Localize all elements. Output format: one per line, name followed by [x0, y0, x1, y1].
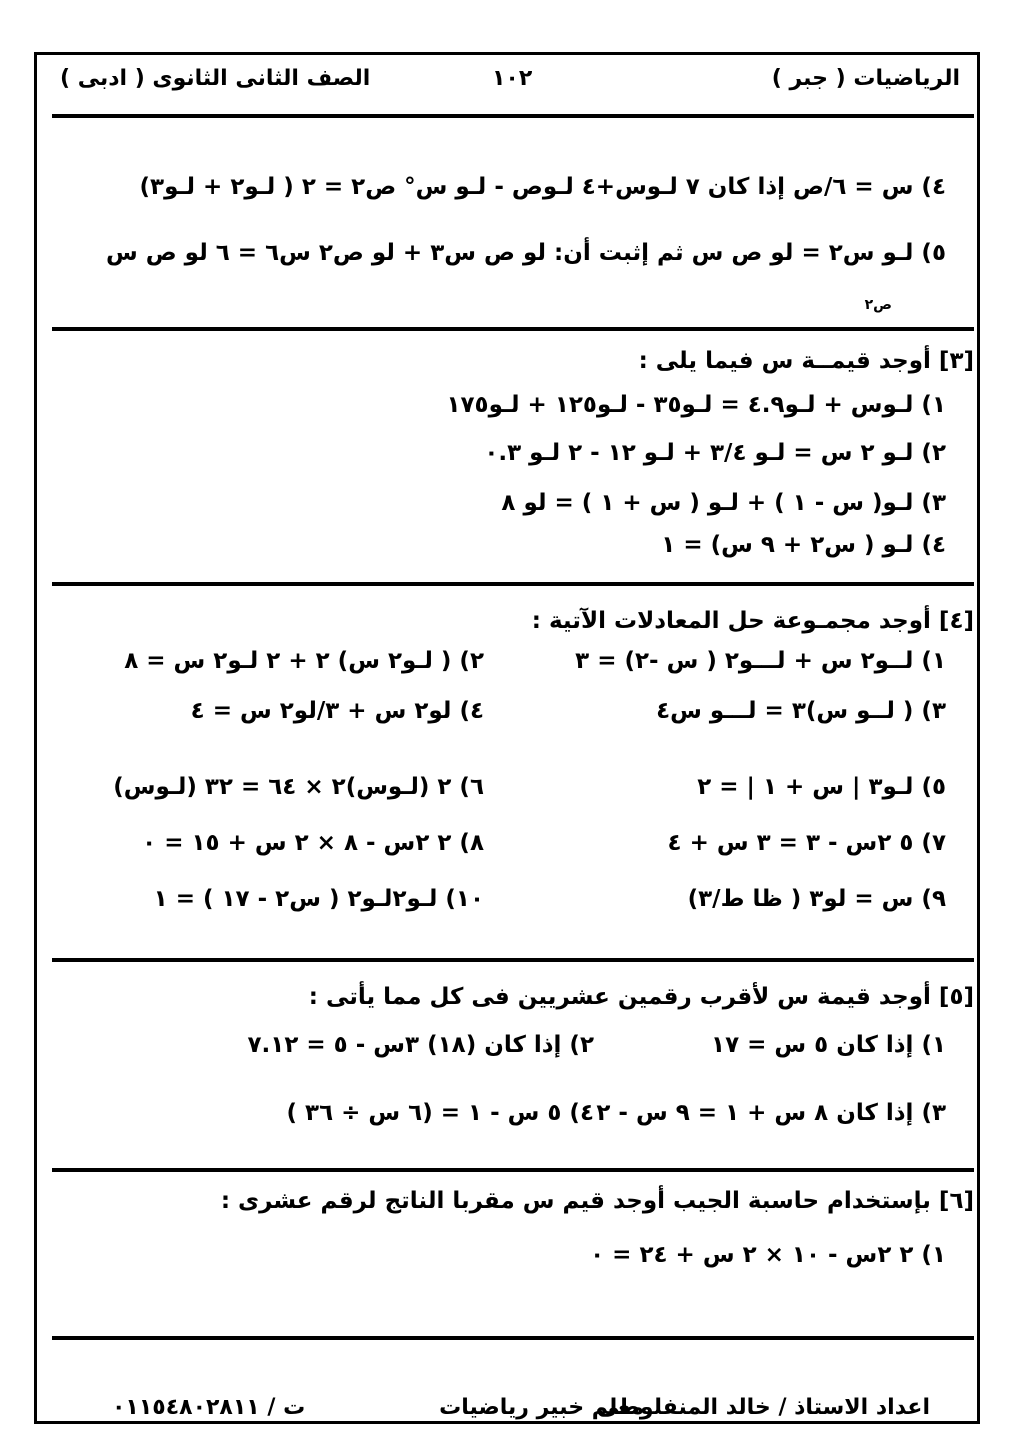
section-3-item-3: ٣) لـو( س - ١ ) + لـو ( س + ١ ) = لو ٨ [501, 490, 946, 516]
section-5-item-4: ٤) ٥ س - ١ = (٦ س ÷ ٣٦ ) [286, 1100, 594, 1126]
section-3-item-4: ٤) لـو ( س٢ + ٩ س) = ١ [661, 532, 946, 558]
problem-4: ٤) س = ٦/ص إذا كان ٧ لـوس+٤ لـوص - لـو س° ص٢ = ٢ ( لـو٢ + لـو٣) [139, 174, 946, 200]
problem-5-subscript: ص٢ [864, 297, 892, 313]
section-4-item-4: ٤) لو٢ س + ٣/لو٢ س = ٤ [190, 698, 484, 724]
section-5-item-3: ٣) إذا كان ٨ س + ١ = ٩ س - ٢ [596, 1100, 946, 1126]
section-6-title: [٦] بإستخدام حاسبة الجيب أوجد قيم س مقربا الناتج لرقم عشرى : [220, 1188, 974, 1214]
section-4-item-3: ٣) ( لــو س)٣ = لـــو س٤ [656, 698, 946, 724]
author-role: معلم خبير رياضيات [439, 1395, 644, 1420]
section-6-item-1: ١) ٢ ٢س - ١٠ × ٢ س + ٢٤ = ٠ [590, 1242, 946, 1268]
divider [52, 1336, 974, 1340]
section-4-title: [٤] أوجد مجمـوعة حل المعادلات الآتية : [531, 608, 974, 634]
section-4-item-10: ١٠) لـو٢لـو٢ ( س٢ - ١٧ ) = ١ [153, 886, 484, 912]
grade-title: الصف الثانى الثانوى ( ادبى ) [60, 66, 371, 91]
section-4-item-8: ٨) ٢ ٢س - ٨ × ٢ س + ١٥ = ٠ [142, 830, 484, 856]
section-4-item-7: ٧) ٥ ٢س - ٣ = ٣ س + ٤ [667, 830, 946, 856]
divider [52, 1168, 974, 1172]
divider [52, 582, 974, 586]
section-4-item-6: ٦) ٢ (لـوس)٢ × ٦٤ = ٣٢ (لـوس) [113, 774, 484, 800]
page-header [52, 62, 974, 96]
section-4-item-1: ١) لــو٢ س + لـــو٢ ( س -٢) = ٣ [575, 648, 946, 674]
section-5-item-1: ١) إذا كان ٥ س = ١٧ [711, 1032, 946, 1058]
section-5-title: [٥] أوجد قيمة س لأقرب رقمين عشريين فى كل مما يأتى : [308, 984, 974, 1010]
section-5-item-2: ٢) إذا كان (١٨) ٣س - ٥ = ٧.١٢ [247, 1032, 594, 1058]
divider [52, 114, 974, 118]
author-name: اعداد الاستاذ / خالد المنفلوطى [596, 1395, 930, 1420]
section-4-item-9: ٩) س = لو٣ ( ظا ط/٣) [687, 886, 946, 912]
divider [52, 327, 974, 331]
page-number: ١٠٢ [492, 66, 533, 91]
phone-number: ت / ٠١١٥٤٨٠٢٨١١ [112, 1395, 306, 1420]
section-3-item-1: ١) لـوس + لـو٤.٩ = لـو٣٥ - لـو١٢٥ + لـو١٧٥ [446, 392, 946, 418]
divider [52, 958, 974, 962]
section-3-item-2: ٢) لـو ٢ س = لـو ٣/٤ + لـو ١٢ - ٢ لـو ٠.٣ [484, 440, 946, 466]
section-4-item-2: ٢) ( لـو٢ س) ٢ + ٢ لـو٢ س = ٨ [124, 648, 484, 674]
section-3-title: [٣] أوجد قيمــة س فيما يلى : [638, 348, 974, 374]
section-4-item-5: ٥) لـو٣ | س + ١ | = ٢ [697, 774, 946, 800]
problem-5: ٥) لـو س٢ = لو ص س ثم إثبت أن: لو ص س٣ + لو ص٢ س٦ = ٦ لو ص س [105, 240, 946, 266]
subject-title: الرياضيات ( جبر ) [771, 66, 960, 91]
